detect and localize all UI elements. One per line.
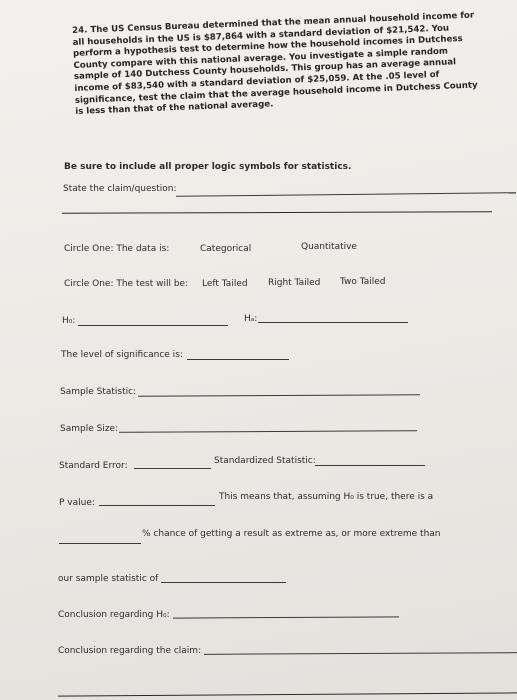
alt-hypothesis-line[interactable]	[258, 322, 408, 323]
sample-statistic-line[interactable]	[138, 394, 420, 396]
our-sample-line[interactable]	[161, 582, 286, 583]
option-left-tailed[interactable]: Left Tailed	[202, 279, 248, 289]
option-categorical[interactable]: Categorical	[200, 244, 252, 254]
p-value-line[interactable]	[99, 505, 215, 506]
conclusion-claim-line-2[interactable]	[58, 692, 517, 696]
p-value-label: P value:	[59, 498, 95, 508]
standard-error-line[interactable]	[134, 468, 211, 469]
conclusion-claim-label: Conclusion regarding the claim:	[58, 646, 202, 656]
standardized-statistic-line[interactable]	[315, 465, 425, 466]
chance-text: % chance of getting a result as extreme as, or more extreme than	[142, 529, 441, 539]
option-quantitative[interactable]: Quantitative	[301, 242, 357, 252]
our-sample-label: our sample statistic of	[58, 574, 159, 584]
meaning-text: This means that, assuming H₀ is true, there is a	[219, 492, 434, 502]
instructions: Be sure to include all proper logic symbols for statistics.	[64, 162, 352, 172]
claim-label: State the claim/question:	[63, 184, 177, 194]
percent-chance-line[interactable]	[59, 543, 141, 544]
significance-line[interactable]	[187, 359, 289, 360]
conclusion-h0-label: Conclusion regarding H₀:	[58, 610, 170, 620]
data-type-label: Circle One: The data is:	[64, 244, 170, 254]
null-hypothesis-line[interactable]	[78, 325, 228, 326]
null-hypothesis-label: H₀:	[62, 316, 76, 326]
standard-error-label: Standard Error:	[59, 461, 128, 471]
problem-paragraph: 24. The US Census Bureau determined that the mean annual household income for all households in the US is $87,864 with a standard deviation of $21,542. You perform a hypothesis test to determine how the household incomes in Dutchess County compare with this national average. You investigate a simple random sample of 140 Dutchess County households. This group has an average annual income of $83,540 with a standard deviation of $25,059. At the .05 level of significance, test the claim that the average household income in Dutchess County is less than that of the national average.	[72, 10, 478, 118]
sample-size-line[interactable]	[119, 430, 417, 433]
alt-hypothesis-label: Hₐ:	[244, 314, 258, 324]
claim-answer-line[interactable]	[176, 192, 516, 197]
claim-answer-line-2[interactable]	[62, 211, 492, 214]
conclusion-claim-line[interactable]	[204, 652, 517, 655]
test-type-label: Circle One: The test will be:	[64, 279, 189, 289]
sample-size-label: Sample Size:	[60, 424, 119, 434]
significance-label: The level of significance is:	[61, 350, 183, 360]
option-two-tailed[interactable]: Two Tailed	[340, 277, 386, 287]
sample-statistic-label: Sample Statistic:	[60, 387, 137, 397]
standardized-statistic-label: Standardized Statistic:	[214, 456, 316, 466]
conclusion-h0-line[interactable]	[173, 616, 399, 618]
option-right-tailed[interactable]: Right Tailed	[268, 278, 321, 288]
